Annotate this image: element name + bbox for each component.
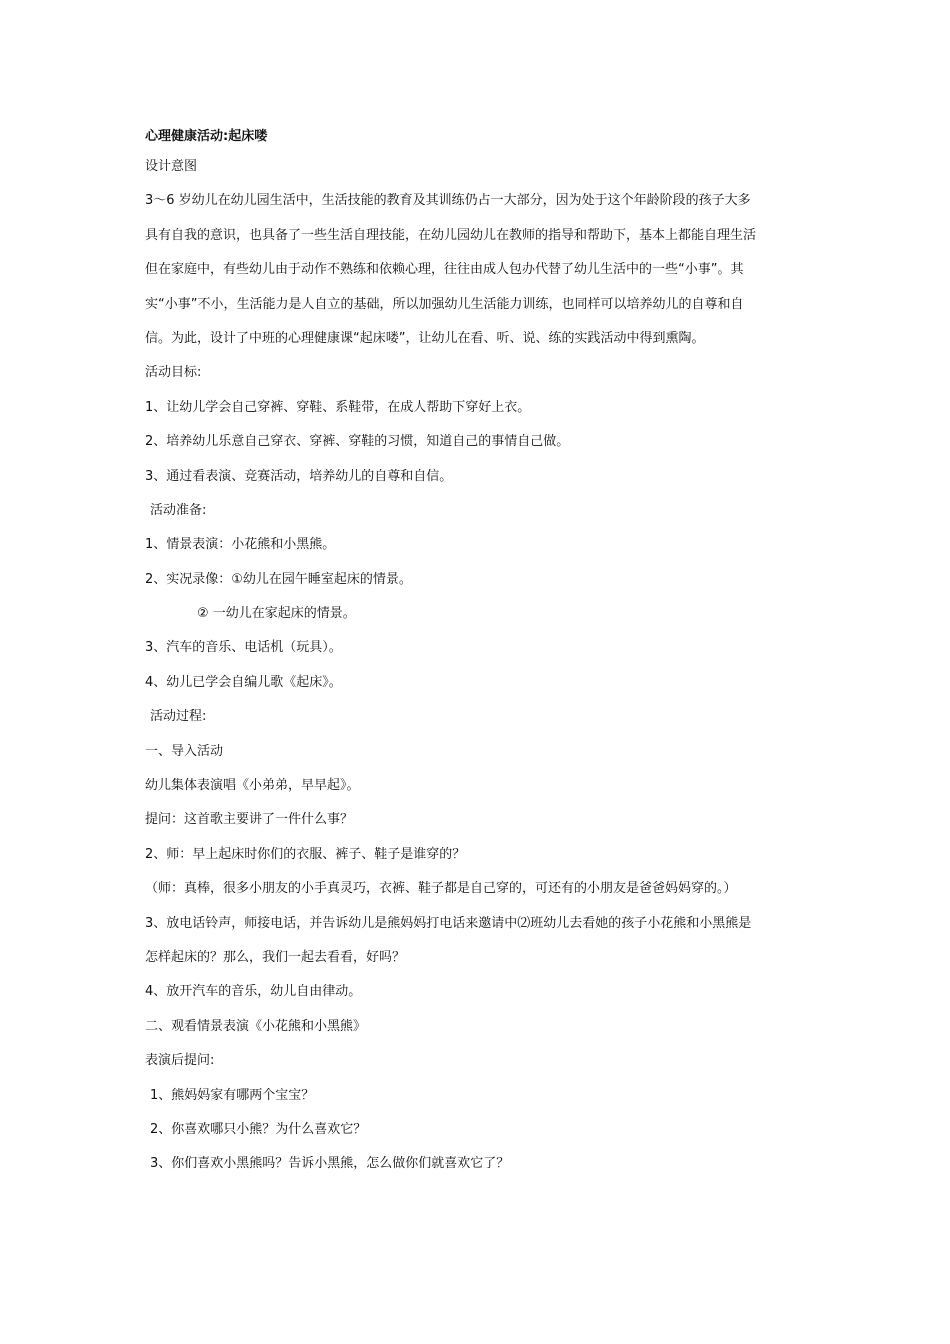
- section-heading-goals: 活动目标:: [145, 365, 202, 381]
- paragraph-line: 具有自我的意识，也具备了一些生活自理技能，在幼儿园幼儿在教师的指导和帮助下，基本上都能自理生活: [145, 227, 757, 243]
- paragraph-line: 提问：这首歌主要讲了一件什么事？: [145, 812, 354, 828]
- paragraph-line: 3～6 岁幼儿在幼儿园生活中，生活技能的教育及其训练仍占一大部分，因为处于这个年龄阶段的孩子大多: [145, 193, 751, 209]
- list-subitem: ② 一幼儿在家起床的情景。: [197, 606, 356, 622]
- list-item: 1、熊妈妈家有哪两个宝宝？: [150, 1087, 315, 1103]
- paragraph-line: 信。为此，设计了中班的心理健康课“起床喽”，让幼儿在看、听、说、练的实践活动中得到熏陶。: [145, 330, 705, 346]
- section-heading-design-intent: 设计意图: [145, 159, 198, 174]
- subsection-heading: 一、导入活动: [145, 743, 224, 759]
- list-item: 3、你们喜欢小黑熊吗？告诉小黑熊，怎么做你们就喜欢它了？: [150, 1156, 510, 1172]
- paragraph-line: 但在家庭中，有些幼儿由于动作不熟练和依赖心理，往往由成人包办代替了幼儿生活中的一些“小事”。其: [145, 262, 744, 278]
- paragraph-line: （师：真棒，很多小朋友的小手真灵巧，衣裤、鞋子都是自己穿的，可还有的小朋友是爸爸妈妈穿的。）: [145, 881, 737, 897]
- list-item: 2、师：早上起床时你们的衣服、裤子、鞋子是谁穿的？: [145, 846, 466, 862]
- list-item: 2、你喜欢哪只小熊？为什么喜欢它？: [150, 1121, 367, 1137]
- document-title: 心理健康活动:起床喽: [145, 129, 268, 144]
- list-item: 3、汽车的音乐、电话机（玩具）。: [145, 640, 342, 656]
- list-item: 2、培养幼儿乐意自己穿衣、穿裤、穿鞋的习惯，知道自己的事情自己做。: [145, 434, 570, 450]
- list-item: 4、幼儿已学会自编儿歌《起床》。: [145, 674, 342, 690]
- document-body: [145, 125, 815, 1187]
- paragraph-line: 怎样起床的？那么，我们一起去看看，好吗？: [145, 949, 406, 965]
- list-item: 2、实况录像：①幼儿在园午睡室起床的情景。: [145, 571, 412, 587]
- section-heading-process: 活动过程:: [150, 709, 207, 725]
- list-item: 3、通过看表演、竞赛活动，培养幼儿的自尊和自信。: [145, 468, 453, 484]
- paragraph-line: 幼儿集体表演唱《小弟弟，早早起》。: [145, 778, 360, 794]
- list-item: 4、放开汽车的音乐，幼儿自由律动。: [145, 984, 362, 1000]
- paragraph-line: 表演后提问:: [145, 1053, 215, 1069]
- list-item: 1、情景表演：小花熊和小黑熊。: [145, 537, 336, 553]
- section-heading-preparation: 活动准备:: [150, 502, 207, 518]
- list-item: 3、放电话铃声，师接电话，并告诉幼儿是熊妈妈打电话来邀请中⑵班幼儿去看她的孩子小花熊和小黑熊是: [145, 915, 752, 931]
- paragraph-line: 实“小事”不小，生活能力是人自立的基础，所以加强幼儿生活能力训练，也同样可以培养幼儿的自尊和自: [145, 296, 744, 312]
- list-item: 1、让幼儿学会自己穿裤、穿鞋、系鞋带，在成人帮助下穿好上衣。: [145, 399, 531, 415]
- subsection-heading: 二、观看情景表演《小花熊和小黑熊》: [145, 1018, 367, 1034]
